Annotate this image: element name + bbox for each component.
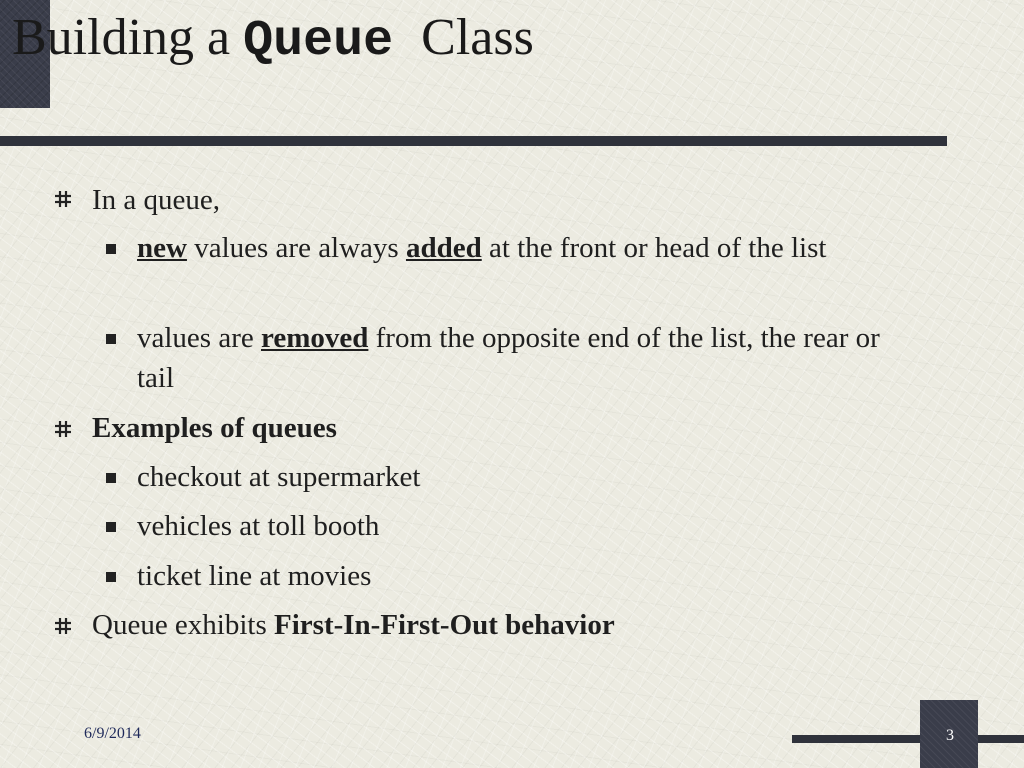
word-added: added xyxy=(405,232,482,264)
hash-bullet-icon xyxy=(54,420,72,438)
title-prefix: Building a xyxy=(12,9,244,66)
square-bullet-icon xyxy=(106,473,116,483)
word-removed: removed xyxy=(261,322,369,354)
sub-bullet-checkout: checkout at supermarket xyxy=(137,461,421,493)
word-new: new xyxy=(137,232,187,264)
page-number: 3 xyxy=(946,727,954,744)
sub-bullet-toll-booth: vehicles at toll booth xyxy=(137,510,380,542)
hash-bullet-icon xyxy=(54,617,72,635)
footer-rule-right xyxy=(978,735,1024,743)
square-bullet-icon xyxy=(106,244,116,254)
square-bullet-icon xyxy=(106,522,116,532)
square-bullet-icon xyxy=(106,572,116,582)
sub-bullet-new-values: new values are always added at the front or head of the list xyxy=(137,232,827,264)
sub-bullet-ticket-line: ticket line at movies xyxy=(137,560,372,592)
bullet-examples-of-queues: Examples of queues xyxy=(92,412,337,444)
fifo-phrase: First-In-First-Out behavior xyxy=(274,609,615,641)
footer-date: 6/9/2014 xyxy=(84,725,141,742)
bullet-in-a-queue: In a queue, xyxy=(92,184,221,216)
square-bullet-icon xyxy=(106,334,116,344)
title-code-word: Queue xyxy=(243,13,394,70)
title-suffix: Class xyxy=(421,9,534,66)
hash-bullet-icon xyxy=(54,190,72,208)
footer-rule-left xyxy=(792,735,920,743)
sub-bullet-removed-values: values are removed from the opposite end of the list, the rear or tail xyxy=(137,322,880,394)
bullet-fifo: Queue exhibits First-In-First-Out behavior xyxy=(92,609,615,641)
